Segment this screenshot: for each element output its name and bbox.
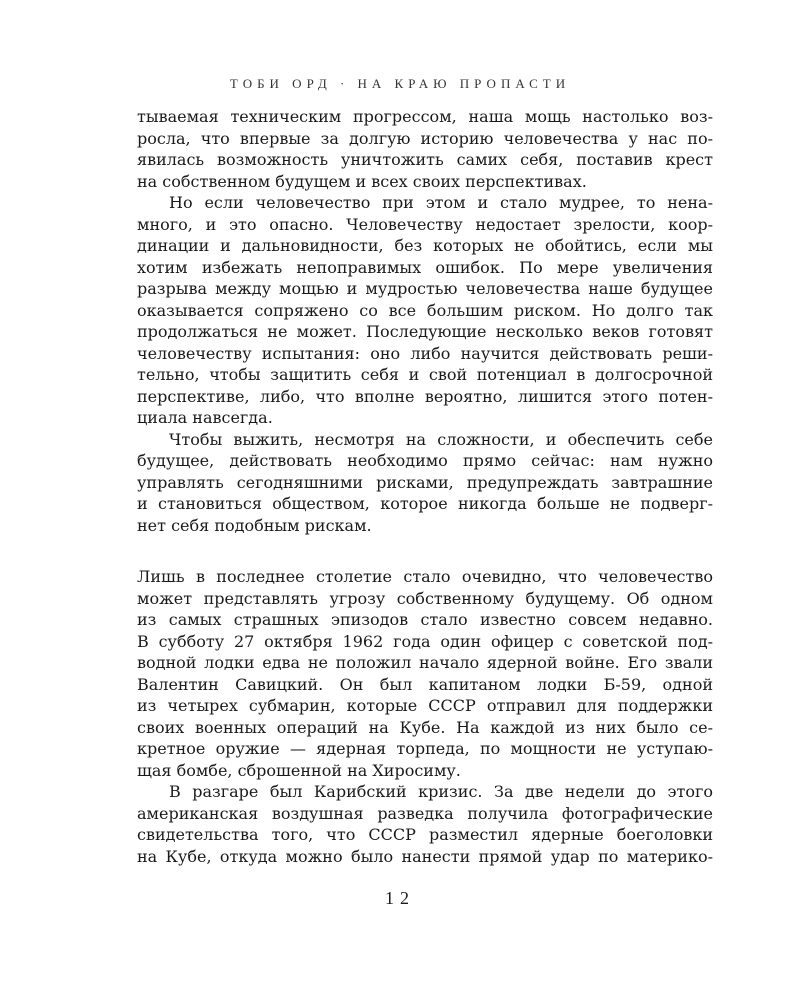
text-line: кретное оружие — ядерная торпеда, по мощности не уступаю- xyxy=(137,739,713,758)
text-line: человечеству испытания: оно либо научится действовать реши- xyxy=(137,343,713,363)
text-line: тельно, чтобы защитить себя и свой потенциал в долгосрочной xyxy=(137,365,713,384)
text-line: нет себя подобным рискам. xyxy=(137,515,372,535)
body-text-section-1 xyxy=(137,106,713,536)
text-line: будущее, действовать необходимо прямо сейчас: нам нужно xyxy=(137,451,713,470)
text-line: Валентин Савицкий. Он был капитаном лодки Б-59, одной xyxy=(137,674,713,694)
text-line: Лишь в последнее столетие стало очевидно, что человечество xyxy=(137,567,713,586)
text-line: перспективе, либо, что вполне вероятно, лишится этого потен- xyxy=(137,386,713,406)
text-line: свидетельства того, что СССР разместил ядерные боеголовки xyxy=(137,825,713,844)
text-line: управлять сегодняшними рисками, предупреждать завтрашние xyxy=(137,472,713,492)
text-line: росла, что впервые за долгую историю человечества у нас по- xyxy=(137,128,713,148)
text-line: своих военных операций на Кубе. На каждой из них было се- xyxy=(137,717,713,737)
text-line: водной лодки едва не положил начало ядерной войне. Его звали xyxy=(137,653,713,672)
text-line: оказывается сопряжено со все большим риском. Но долго так xyxy=(137,300,713,320)
page-number: 12 xyxy=(385,888,415,908)
text-line: В разгаре был Карибский кризис. За две недели до этого xyxy=(169,782,713,801)
text-line: из четырех субмарин, которые СССР отправил для поддержки xyxy=(137,696,713,715)
text-line: циала навсегда. xyxy=(137,408,273,427)
text-line: Чтобы выжить, несмотря на сложности, и обеспечить себе xyxy=(169,429,713,449)
text-line: на собственном будущем и всех своих перспективах. xyxy=(137,171,587,191)
text-line: много, и это опасно. Человечеству недостает зрелости, коор- xyxy=(137,214,713,234)
text-line: хотим избежать непоправимых ошибок. По мере увеличения xyxy=(137,257,713,277)
running-header: ТОБИ ОРД · НА КРАЮ ПРОПАСТИ xyxy=(229,76,571,91)
text-line: из самых страшных эпизодов стало известно совсем недавно. xyxy=(137,610,713,629)
text-line: и становиться обществом, которое никогда больше не подверг- xyxy=(137,494,713,513)
text-line: американская воздушная разведка получила фотографические xyxy=(137,803,713,823)
text-line: на Кубе, откуда можно было нанести прямой удар по материко- xyxy=(137,846,713,866)
text-line: продолжаться не может. Последующие несколько веков готовят xyxy=(137,322,713,341)
text-line: В субботу 27 октября 1962 года один офицер с советской под- xyxy=(137,631,713,651)
body-text-section-2 xyxy=(137,566,713,867)
text-line: тываемая техническим прогрессом, наша мощь настолько воз- xyxy=(137,107,713,126)
text-line: явилась возможность уничтожить самих себя, поставив крест xyxy=(137,150,713,169)
text-line: щая бомбе, сброшенной на Хиросиму. xyxy=(137,760,461,780)
text-line: разрыва между мощью и мудростью человечества наше будущее xyxy=(137,279,713,298)
text-line: может представлять угрозу собственному будущему. Об одном xyxy=(137,588,713,608)
text-line: динации и дальновидности, без которых не обойтись, если мы xyxy=(137,236,713,255)
text-line: Но если человечество при этом и стало мудрее, то нена- xyxy=(169,193,713,212)
